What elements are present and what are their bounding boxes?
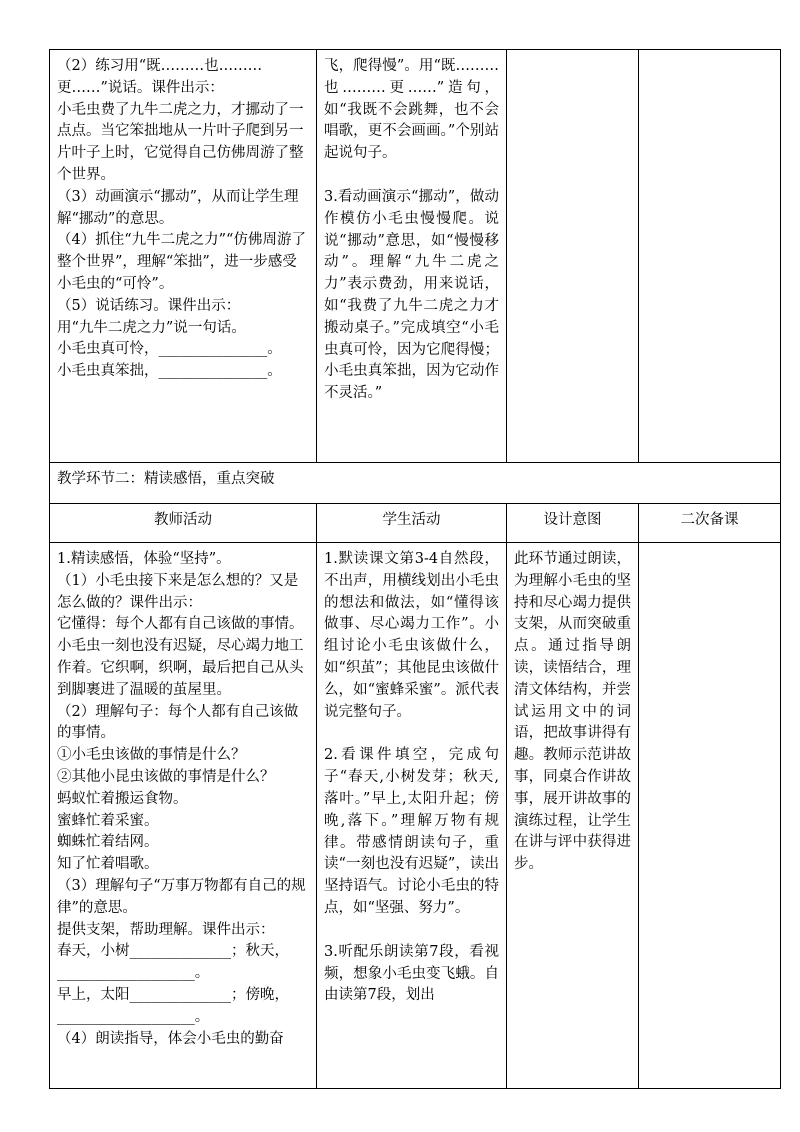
teacher-line: （1）小毛虫接下来是怎么想的？又是怎么做的？课件出示： xyxy=(57,572,299,611)
teacher-line: 蜘蛛忙着结网。 xyxy=(57,834,159,851)
header-student: 学生活动 xyxy=(317,504,507,543)
student-paragraph: 2.看课件填空，完成句子“春天,小树发芽；秋天,落叶。”早上,太阳升起；傍晚,落下。”理解万物有规律。带感情朗读句子，重读“一刻也没有迟疑”，读出坚持语气。讨论小毛虫的特点，如“坚强、努力”。 xyxy=(324,747,499,916)
header-teacher: 教师活动 xyxy=(50,504,317,543)
student-activity-cell xyxy=(317,543,507,1089)
second-prep-cell xyxy=(639,50,781,463)
design-paragraph: 此环节通过朗读，为理解小毛虫的坚持和尽心竭力提供支架，从而突破重点。通过指导朗读，读悟结合，理清文体结构，并尝试运用文中的词语，把故事讲得有趣。教师示范讲故事，同桌合作讲故事，展开讲故事的演练过程，让学生在讲与评中获得进步。 xyxy=(514,551,631,873)
teacher-line: （4）朗读指导，体会小毛虫的勤奋 xyxy=(57,1030,284,1047)
teacher-line: （3）动画演示“挪动”，从而让学生理解“挪动”的意思。 xyxy=(57,188,299,227)
teacher-line: （5）说话练习。课件出示： xyxy=(57,297,241,314)
student-paragraph: 3.听配乐朗读第7段，看视频，想象小毛虫变飞蛾。自由读第7段，划出 xyxy=(324,943,499,1004)
teacher-line: 蜜蜂忙着采蜜。 xyxy=(57,812,159,829)
table-row xyxy=(50,543,781,1089)
header-second-prep: 二次备课 xyxy=(639,504,781,543)
section-title: 教学环节二：精读感悟，重点突破 xyxy=(50,463,781,504)
teacher-line: ①小毛虫该做的事情是什么？ xyxy=(57,747,246,764)
student-paragraph: 飞，爬得慢”。用“既………也………更……”造句，如“我既不会跳舞，也不会唱歌，更不会画画。”个别站起说句子。 xyxy=(324,58,499,162)
teacher-line: 小毛虫费了九牛二虎之力，才挪动了一点点。当它笨拙地从一片叶子爬到另一片叶子上时，它觉得自己仿佛周游了整个世界。 xyxy=(57,101,304,183)
header-design: 设计意图 xyxy=(507,504,639,543)
teacher-line: 它懂得：每个人都有自己该做的事情。 xyxy=(57,616,304,633)
teacher-line: 知了忙着唱歌。 xyxy=(57,856,159,873)
design-intent-cell xyxy=(507,50,639,463)
student-paragraph: 3.看动画演示“挪动”，做动作模仿小毛虫慢慢爬。说说“挪动”意思，如“慢慢移动”。理解“九牛二虎之力”表示费劲，用来说话，如“我费了九牛二虎之力才搬动桌子。”完成填空“小毛虫真可怜，因为它爬得慢；小毛虫真笨拙，因为它动作不灵活。” xyxy=(324,188,499,402)
teacher-line: 提供支架，帮助理解。课件出示： xyxy=(57,921,275,938)
teacher-line: （2）理解句子：每个人都有自己该做的事情。 xyxy=(57,703,299,742)
teacher-line: 小毛虫真可怜，_______________。 xyxy=(57,341,282,358)
teacher-line: 小毛虫一刻也没有迟疑，尽心竭力地工作着。它织啊，织啊，最后把自己从头到脚裹进了温暖的茧屋里。 xyxy=(57,638,304,698)
teacher-line: 1.精读感悟，体验“坚持”。 xyxy=(57,551,231,567)
teacher-line: 春天，小树______________；秋天，___________________。 xyxy=(57,943,289,982)
lesson-plan-table xyxy=(49,49,781,1089)
student-activity-cell xyxy=(317,50,507,463)
teacher-line: （2）练习用“既………也………更……”说话。课件出示： xyxy=(57,58,263,96)
teacher-line: 小毛虫真笨拙，_______________。 xyxy=(57,363,282,380)
design-intent-cell xyxy=(507,543,639,1089)
teacher-line: 蚂蚁忙着搬运食物。 xyxy=(57,790,188,807)
teacher-line: 用“九牛二虎之力”说一句话。 xyxy=(57,319,246,336)
teacher-line: （4）抓住“九牛二虎之力”“仿佛周游了整个世界”，理解“笨拙”，进一步感受小毛虫的“可怜”。 xyxy=(57,232,306,292)
student-paragraph: 1.默读课文第3-4自然段，不出声，用横线划出小毛虫的想法和做法，如“懂得该做事、尽心竭力工作”。小组讨论小毛虫该做什么，如“织茧”；其他昆虫该做什么，如“蜜蜂采蜜”。派代表说完整句子。 xyxy=(324,551,499,720)
section-row xyxy=(50,463,781,504)
teacher-activity-cell xyxy=(50,543,317,1089)
header-row xyxy=(50,504,781,543)
teacher-line: （3）理解句子“万事万物都有自己的规律”的意思。 xyxy=(57,877,306,916)
table-row xyxy=(50,50,781,463)
second-prep-cell xyxy=(639,543,781,1089)
teacher-activity-cell xyxy=(50,50,317,463)
teacher-line: 早上，太阳______________；傍晚，___________________。 xyxy=(57,986,289,1025)
teacher-line: ②其他小昆虫该做的事情是什么？ xyxy=(57,768,275,785)
